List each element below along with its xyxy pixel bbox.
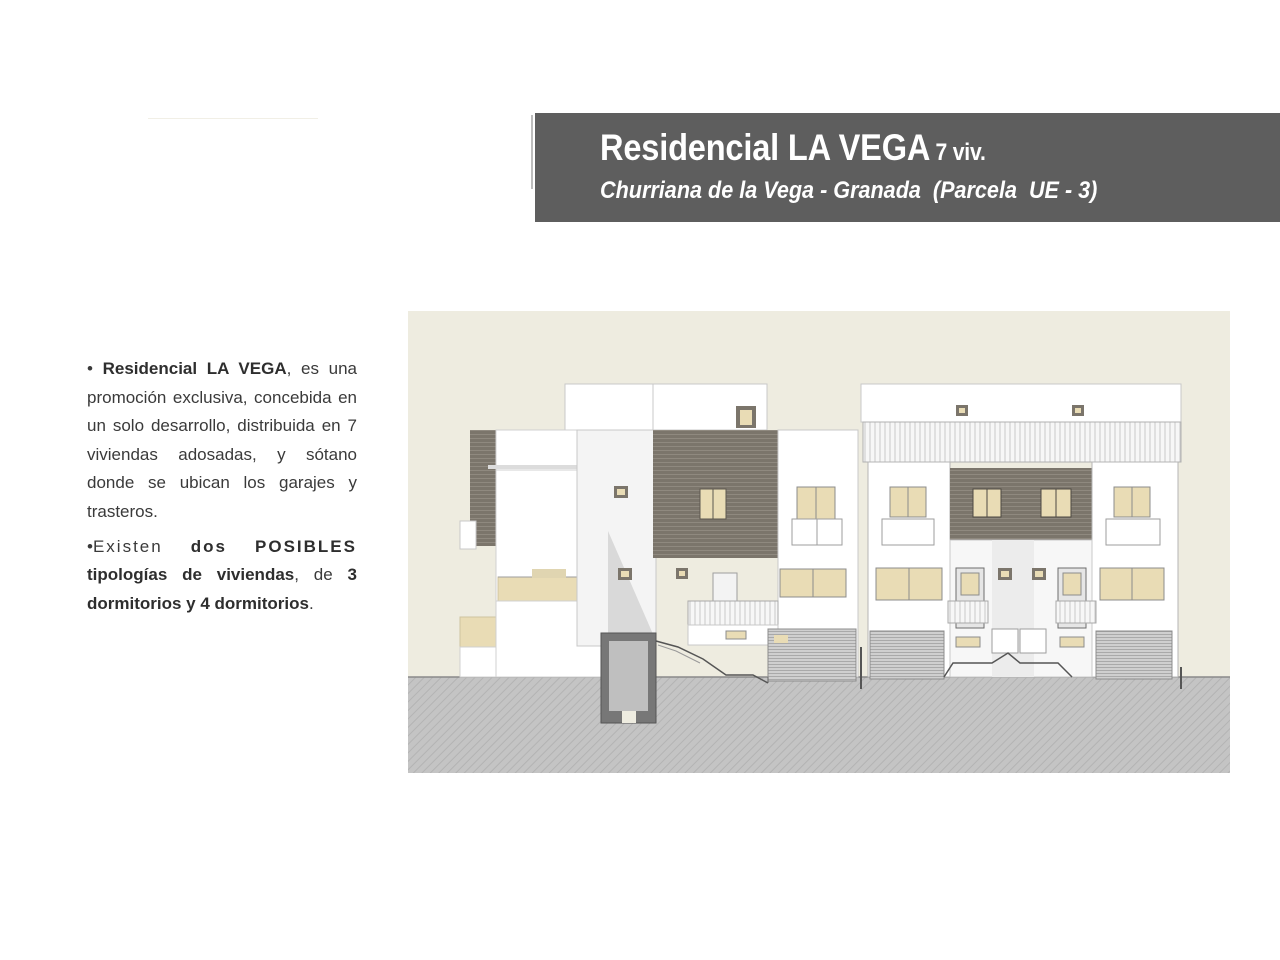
header-divider	[531, 115, 533, 189]
page-title	[600, 127, 986, 169]
highlight-options: dos POSIBLES	[190, 536, 357, 556]
description-p2-end: .	[308, 593, 314, 613]
ground-section	[408, 677, 1230, 773]
project-name: Residencial LA VEGA	[102, 359, 287, 378]
right-building	[861, 384, 1181, 689]
description-p1-text: , es una promoción exclusiva, concebida en un solo desarrollo, distribuida en 7 viviendas adosadas, y sótano donde se ubican los garajes y trasteros.	[87, 359, 357, 521]
description-paragraph-1: • Residencial LA VEGA, es una promoción exclusiva, concebida en un solo desarrollo, distribuida en 7 viviendas adosadas, y sótano donde se ubican los garajes y trasteros.	[87, 359, 357, 521]
description-p2-lead: Existen	[92, 536, 191, 556]
description-text	[87, 355, 357, 624]
highlight-bedrooms: 3 dormitorios y 4 dormitorios	[87, 565, 357, 613]
architectural-elevation	[408, 311, 1230, 773]
highlight-typologies: tipologías de viviendas	[87, 565, 295, 585]
title-suffix: 7 viv.	[935, 139, 986, 166]
decorative-line	[148, 118, 318, 119]
description-paragraph-2: •Existen dos POSIBLES tipologías de viviendas, de 3 dormitorios y 4 dormitorios.	[87, 536, 357, 613]
title-text: Residencial LA VEGA	[600, 127, 931, 168]
page-subtitle: Churriana de la Vega - Granada (Parcela UE - 3)	[600, 177, 1098, 204]
description-p2-mid: , de	[294, 565, 348, 585]
